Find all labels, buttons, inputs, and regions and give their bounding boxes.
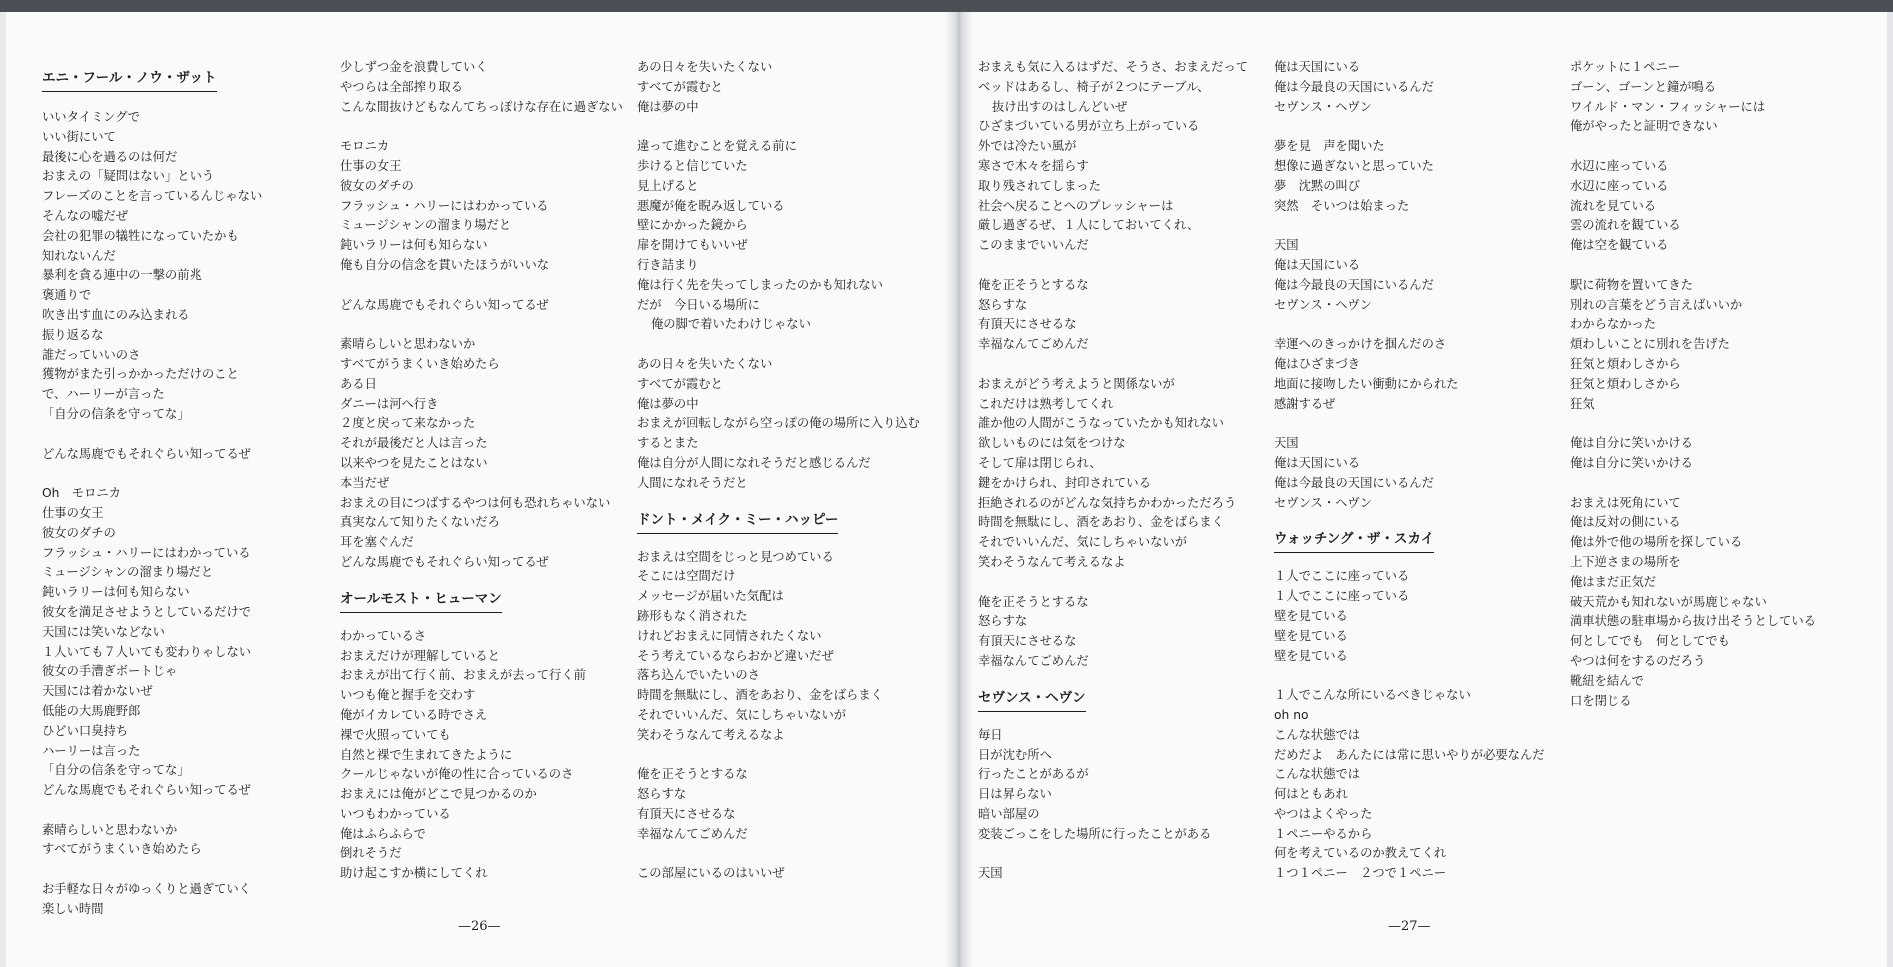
lyric-line: 日は昇らない: [978, 787, 1052, 802]
lyric-line: 俺は天国にいる: [1274, 60, 1361, 74]
lyric-line: Oh モロニカ: [42, 486, 121, 501]
stanza-break: [42, 425, 352, 445]
song-title-block: [1274, 527, 1584, 555]
lyric-line: そこには空間だけ: [637, 569, 736, 584]
page-number-left: —26—: [458, 919, 501, 934]
lyric-line: 狂気と煩わしさから: [1570, 356, 1681, 371]
lyric-line: 夢 沈黙の叫び: [1274, 178, 1361, 193]
lyric-line: 毎日: [978, 727, 1003, 742]
lyric-line: 鈍いラリーは何も知らない: [340, 238, 488, 253]
lyric-line: やつは何をするのだろう: [1570, 653, 1706, 668]
stanza-break: [978, 256, 1288, 276]
lyric-line: そして扉は閉じられ、: [978, 455, 1102, 470]
lyric-line: 素晴らしいと思わないか: [340, 337, 476, 352]
stanza-break: [1274, 117, 1584, 137]
lyric-line: フラッシュ・ハリーにはわかっている: [340, 198, 549, 213]
lyric-line: 落ち込んでいたいのさ: [637, 668, 760, 683]
lyric-line: 跡形もなく消された: [637, 608, 748, 623]
lyric-line: 俺を正そうとするな: [637, 767, 748, 782]
stanza-break: [340, 315, 650, 335]
song-title-block: [42, 66, 352, 94]
lyric-line: 怒らすな: [978, 614, 1028, 629]
lyric-line: メッセージが届いた気配は: [637, 589, 784, 604]
lyric-line: 本当だぜ: [340, 475, 390, 490]
lyric-line: どんな馬鹿でもそれぐらい知ってるぜ: [42, 783, 251, 798]
lyric-line: そう考えているならおかど違いだぜ: [637, 648, 834, 663]
stanza-break: [978, 844, 1288, 864]
lyric-line: それでいいんだ、気にしちゃいないが: [637, 707, 847, 722]
lyric-line: いいタイミングで: [42, 110, 140, 124]
lyric-line: どんな馬鹿でもそれぐらい知ってるぜ: [340, 297, 549, 312]
lyric-line: 有頂天にさせるな: [637, 806, 736, 821]
lyric-line: 地面に接吻したい衝動にかられた: [1274, 376, 1459, 391]
lyric-line: 幸福なんてごめんだ: [978, 337, 1089, 352]
stanza-break: [42, 464, 352, 484]
lyric-line: 彼女を満足させようとしているだけで: [42, 604, 252, 619]
lyric-line: 壁にかかった鏡から: [637, 218, 748, 233]
lyric-line: ダニーは河へ行き: [340, 396, 439, 411]
lyric-line: 駅に荷物を置いてきた: [1570, 277, 1693, 292]
lyric-line: 怒らすな: [637, 787, 687, 802]
lyric-line: 素晴らしいと思わないか: [42, 822, 178, 837]
lyric-line: で、ハーリーが言った: [42, 387, 165, 402]
stanza-break: [637, 117, 947, 137]
lyric-line: あの日々を失いたくない: [637, 356, 773, 371]
stanza-break: [1570, 256, 1880, 276]
lyric-line: 時間を無駄にし、酒をあおり、金をばらまく: [637, 688, 883, 703]
lyric-line: 水辺に座っている: [1570, 178, 1669, 193]
lyric-line: 夢を見 声を聞いた: [1274, 139, 1385, 154]
lyric-line: ハーリーは言った: [42, 743, 141, 758]
lyric-line: 俺は自分が人間になれそうだと感じるんだ: [637, 455, 871, 470]
lyric-line: フレーズのことを言っているんじゃない: [42, 189, 263, 204]
lyric-line: 天国: [978, 866, 1003, 881]
lyric-line: 笑わそうなんて考えるなよ: [637, 727, 785, 742]
lyric-line: おまえは空間をじっと見つめている: [637, 549, 834, 564]
lyric-line: １人でここに座っている: [1274, 589, 1410, 604]
song-title-block: [978, 686, 1288, 714]
lyric-line: 流れを見ている: [1570, 198, 1657, 213]
lyric-line: 俺は今最良の天国にいるんだ: [1274, 79, 1434, 94]
lyric-line: ベッドはあるし、椅子が２つにテーブル、: [978, 79, 1210, 94]
lyric-line: いい街にいて: [42, 129, 116, 144]
stanza-break: [1570, 414, 1880, 434]
lyric-line: oh no: [1274, 707, 1309, 722]
lyrics-column-1: [42, 58, 352, 920]
lyric-line: 狂気: [1570, 396, 1595, 411]
lyric-line: おまえには俺がどこで見つかるのか: [340, 787, 537, 802]
lyric-line: おまえだけが理解していると: [340, 648, 500, 663]
lyric-line: 社会へ戻ることへのプレッシャーは: [978, 198, 1174, 213]
lyric-line: おまえの目につばするやつは何も恐れちゃいない: [340, 495, 611, 510]
lyric-line: ワイルド・マン・フィッシャーには: [1570, 99, 1766, 114]
lyric-line: 天国には着かないぜ: [42, 684, 153, 699]
lyric-line: 自然と裸で生まれてきたように: [340, 747, 513, 762]
lyric-line: すべてがうまくいき始めたら: [42, 842, 202, 857]
lyrics-column-3: [637, 58, 947, 884]
lyric-line: 壁を見ている: [1274, 648, 1348, 663]
lyric-line: 鈍いラリーは何も知らない: [42, 585, 190, 600]
lyric-line: 吹き出す血にのみ込まれる: [42, 307, 190, 322]
lyric-line: 満車状態の駐車場から抜け出そうとしている: [1570, 614, 1816, 629]
stanza-break: [42, 860, 352, 880]
lyric-line: この部屋にいるのはいいぜ: [637, 866, 785, 881]
lyric-line: ミュージシャンの溜まり場だと: [340, 218, 512, 233]
lyric-line: １人でこんな所にいるべきじゃない: [1274, 688, 1471, 703]
lyric-line: 雲の流れを観ている: [1570, 218, 1681, 233]
lyric-line: 楽しい時間: [42, 901, 104, 916]
lyric-line: １人いても７人いても変わりゃしない: [42, 644, 252, 659]
lyric-line: 会社の犯罪の犠牲になっていたかも: [42, 228, 239, 243]
lyric-line: 行ったことがあるが: [978, 767, 1089, 782]
lyric-line: 知れないんだ: [42, 248, 116, 263]
lyric-line: 助け起こすか横にしてくれ: [340, 866, 488, 881]
lyric-line: セヴンス・ヘヴン: [1274, 297, 1373, 312]
lyric-line: それでいいんだ、気にしちゃいないが: [978, 535, 1188, 550]
lyric-line: 幸福なんてごめんだ: [637, 826, 748, 841]
book-gutter: [945, 12, 973, 967]
lyric-line: フラッシュ・ハリーにはわかっている: [42, 545, 251, 560]
lyric-line: 違って進むことを覚える前に: [637, 139, 797, 154]
lyric-line: 俺は今最良の天国にいるんだ: [1274, 475, 1434, 490]
lyric-line: １ペニーやるから: [1274, 826, 1373, 841]
lyric-line: セヴンス・ヘヴン: [1274, 99, 1373, 114]
lyric-line: 最後に心を過るのは何だ: [42, 149, 178, 164]
lyric-line: 天国: [1274, 238, 1299, 253]
lyric-line: 煩わしいことに別れを告げた: [1570, 337, 1730, 352]
lyric-line: 時間を無駄にし、酒をあおり、金をばらまく: [978, 515, 1224, 530]
lyric-line: 壁を見ている: [1274, 608, 1348, 623]
lyric-line: 彼女のダチの: [340, 178, 414, 193]
stanza-break: [1274, 666, 1584, 686]
lyric-line: これだけは熟考してくれ: [978, 396, 1114, 411]
lyric-line: どんな馬鹿でもそれぐらい知ってるぜ: [42, 446, 251, 461]
lyric-line: 倒れそうだ: [340, 846, 402, 861]
page-number-right: —27—: [1388, 919, 1431, 934]
lyric-line: いつも俺と握手を交わす: [340, 688, 476, 703]
lyric-line: 「自分の信条を守ってな」: [42, 406, 190, 421]
lyric-line: 俺がイカレている時でさえ: [340, 707, 488, 722]
lyric-line: 厳し過ぎるぜ、１人にしておいてくれ、: [978, 218, 1200, 233]
lyric-line: 上下逆さまの場所を: [1570, 554, 1681, 569]
stanza-break: [978, 573, 1288, 593]
lyric-line: こんな状態では: [1274, 727, 1361, 742]
lyric-line: 俺は行く先を失ってしまったのかも知れない: [637, 277, 883, 292]
lyric-line: おまえが回転しながら空っぽの俺の場所に入り込む: [637, 416, 920, 431]
song-title: セヴンス・ヘヴン: [978, 686, 1086, 712]
lyric-line: 突然 そいつは始まった: [1274, 198, 1410, 213]
lyric-line: 人間になれそうだと: [637, 475, 748, 490]
lyric-line: すべてが霞むと: [637, 376, 723, 391]
lyrics-column-6: [1570, 58, 1880, 711]
lyric-line: 俺は夢の中: [637, 99, 699, 114]
lyric-line: 俺は自分に笑いかける: [1570, 436, 1693, 451]
lyric-line: 歩けると信じていた: [637, 158, 748, 173]
lyric-line: １人でここに座っている: [1274, 569, 1410, 584]
lyric-line: わからなかった: [1570, 317, 1657, 332]
lyric-line: お手軽な日々がゆっくりと過ぎていく: [42, 882, 251, 897]
lyric-line: 少しずつ金を浪費していく: [340, 60, 488, 74]
lyric-line: すべてが霞むと: [637, 79, 723, 94]
lyric-line: 拒絶されるのがどんな気持ちかわかっただろう: [978, 495, 1237, 510]
stanza-break: [1570, 474, 1880, 494]
stanza-break: [42, 801, 352, 821]
lyric-line: いつもわかっている: [340, 806, 451, 821]
lyric-line: 俺は夢の中: [637, 396, 699, 411]
lyric-line: １つ１ペニー ２つで１ペニー: [1274, 866, 1447, 881]
lyric-line: ２度と戻って来なかった: [340, 416, 476, 431]
lyric-line: 俺を正そうとするな: [978, 277, 1089, 292]
lyric-line: 振り返るな: [42, 327, 104, 342]
lyric-line: 幸福なんてごめんだ: [978, 653, 1089, 668]
lyric-line: 耳を塞ぐんだ: [340, 535, 414, 550]
lyric-line: 真実なんて知りたくないだろ: [340, 515, 500, 530]
lyric-line: だめだよ あんたには常に思いやりが必要なんだ: [1274, 747, 1545, 762]
lyric-line: 別れの言葉をどう言えばいいか: [1570, 297, 1743, 312]
lyric-line: 変装ごっこをした場所に行ったことがある: [978, 826, 1212, 841]
lyric-line: おまえは死角にいて: [1570, 495, 1681, 510]
lyric-line: 俺はひざまづき: [1274, 356, 1361, 371]
lyric-line: けれどおまえに同情されたくない: [637, 628, 822, 643]
lyric-line: 俺も自分の信念を貫いたほうがいいな: [340, 257, 550, 272]
scan-edge-left: [0, 12, 6, 967]
lyric-line: 俺は自分に笑いかける: [1570, 455, 1693, 470]
lyric-line: 外では冷たい風が: [978, 139, 1077, 154]
lyric-line: 彼女のダチの: [42, 525, 116, 540]
lyric-line: やつらは全部搾り取る: [340, 79, 463, 94]
lyric-line: 仕事の女王: [42, 505, 104, 520]
lyric-line: やつはよくやった: [1274, 806, 1373, 821]
lyric-line-indented: 抜け出すのはしんどいぜ: [992, 99, 1128, 114]
lyric-line: 彼女の手漕ぎボートじゃ: [42, 664, 178, 679]
lyric-line: 俺は天国にいる: [1274, 257, 1361, 272]
lyric-line: ポケットに１ペニー: [1570, 60, 1681, 74]
lyric-line: 俺は反対の側にいる: [1570, 515, 1681, 530]
lyric-line: こんな状態では: [1274, 767, 1361, 782]
lyric-line-indented: 俺の脚で着いたわけじゃない: [651, 317, 811, 332]
lyric-line: 幸運へのきっかけを掴んだのさ: [1274, 337, 1447, 352]
lyric-line: 俺はふらふらで: [340, 826, 426, 841]
lyrics-column-4: [978, 58, 1288, 884]
lyric-line: ミュージシャンの溜まり場だと: [42, 565, 214, 580]
lyric-line: どんな馬鹿でもそれぐらい知ってるぜ: [340, 554, 549, 569]
lyric-line: 俺がやったと証明できない: [1570, 119, 1718, 134]
stanza-break: [1274, 414, 1584, 434]
lyric-line: 天国には笑いなどない: [42, 624, 165, 639]
lyric-line: 暴利を貪る連中の一撃の前兆: [42, 268, 202, 283]
song-title: オールモスト・ヒューマン: [340, 587, 502, 613]
lyric-line: わかっているさ: [340, 628, 427, 643]
lyric-line: 日が沈む所へ: [978, 747, 1052, 762]
stanza-break: [1274, 216, 1584, 236]
lyric-line: 行き詰まり: [637, 257, 699, 272]
lyric-line: 狂気と煩わしさから: [1570, 376, 1681, 391]
lyric-line: 有頂天にさせるな: [978, 317, 1077, 332]
lyric-line: 有頂天にさせるな: [978, 634, 1077, 649]
lyrics-column-2: [340, 58, 650, 884]
lyric-line: 天国: [1274, 436, 1299, 451]
lyric-line: 笑わそうなんて考えるなよ: [978, 554, 1126, 569]
lyric-line: おまえがどう考えようと関係ないが: [978, 376, 1175, 391]
stanza-break: [340, 117, 650, 137]
lyric-line: 怒らすな: [978, 297, 1028, 312]
lyric-line: モロニカ: [340, 139, 390, 154]
lyric-line: 扉を開けてもいいぜ: [637, 238, 748, 253]
lyric-line: 口を閉じる: [1570, 693, 1632, 708]
lyric-line: 暗い部屋の: [978, 806, 1040, 821]
lyric-line: そんなの嘘だぜ: [42, 208, 129, 223]
lyric-line: 俺は外で他の場所を探している: [1570, 535, 1743, 550]
lyric-line: 裸で火照っていても: [340, 727, 451, 742]
lyric-line: 褒通りで: [42, 288, 92, 303]
lyric-line: 水辺に座っている: [1570, 158, 1669, 173]
stanza-break: [637, 335, 947, 355]
lyric-line: 靴紐を結んで: [1570, 673, 1644, 688]
lyric-line: 俺を正そうとするな: [978, 594, 1089, 609]
song-title: ドント・メイク・ミー・ハッピー: [637, 508, 838, 534]
lyric-line: 壁を見ている: [1274, 628, 1348, 643]
lyric-line: このままでいいんだ: [978, 238, 1089, 253]
stanza-break: [637, 844, 947, 864]
lyric-line: 見上げると: [637, 178, 699, 193]
lyric-line: 感謝するぜ: [1274, 396, 1336, 411]
stanza-break: [637, 746, 947, 766]
lyric-line: 仕事の女王: [340, 158, 402, 173]
lyric-line: こんな間抜けどもなんてちっぽけな存在に過ぎない: [340, 99, 623, 114]
lyric-line: ひざまづいている男が立ち上がっている: [978, 119, 1200, 134]
song-title: エニ・フール・ノウ・ザット: [42, 66, 217, 92]
stanza-break: [1274, 315, 1584, 335]
lyric-line: クールじゃないが俺の性に合っているのさ: [340, 767, 574, 782]
lyric-line: 俺はまだ正気だ: [1570, 574, 1657, 589]
lyric-line: 鍵をかけられ、封印されている: [978, 475, 1151, 490]
lyric-line: 想像に過ぎないと思っていた: [1274, 158, 1434, 173]
lyric-line: 誰か他の人間がこうなっていたかも知れない: [978, 416, 1224, 431]
lyric-line: あの日々を失いたくない: [637, 60, 773, 74]
lyric-line: 何はともあれ: [1274, 787, 1348, 802]
lyric-line: 何としてでも 何としてでも: [1570, 634, 1730, 649]
stanza-break: [1570, 137, 1880, 157]
lyric-line: ひどい口臭持ち: [42, 723, 129, 738]
stanza-break: [978, 355, 1288, 375]
song-title-block: [637, 508, 947, 536]
stanza-break: [340, 276, 650, 296]
lyric-line: 破天荒かも知れないが馬鹿じゃない: [1570, 594, 1767, 609]
lyric-line: 獲物がまた引っかかっただけのこと: [42, 367, 239, 382]
lyric-line: 取り残されてしまった: [978, 178, 1101, 193]
lyric-line: おまえも気に入るはずだ、そうさ、おまえだって: [978, 60, 1249, 74]
lyric-line: 俺は空を観ている: [1570, 238, 1669, 253]
lyric-line: それが最後だと人は言った: [340, 436, 488, 451]
lyric-line: 何を考えているのか教えてくれ: [1274, 846, 1447, 861]
lyric-line: 欲しいものには気をつけな: [978, 436, 1126, 451]
lyric-line: 低能の大馬鹿野郎: [42, 703, 141, 718]
lyric-line: ある日: [340, 376, 377, 391]
lyric-line: 俺は今最良の天国にいるんだ: [1274, 277, 1434, 292]
lyric-line: 以来やつを見たことはない: [340, 455, 488, 470]
lyric-line: おまえの「疑問はない」という: [42, 169, 215, 184]
lyrics-column-5: [1274, 58, 1584, 884]
lyric-line: 寒さで木々を揺らす: [978, 158, 1089, 173]
scan-edge-right: [1887, 12, 1893, 967]
lyric-line: おまえが出て行く前、おまえが去って行く前: [340, 668, 586, 683]
song-title-block: [340, 587, 650, 615]
lyric-line: するとまた: [637, 436, 699, 451]
lyric-line: ゴーン、ゴーンと鐘が鳴る: [1570, 79, 1717, 94]
lyric-line: だが 今日いる場所に: [637, 297, 760, 312]
lyric-line: セヴンス・ヘヴン: [1274, 495, 1373, 510]
lyric-line: 誰だっていいのさ: [42, 347, 141, 362]
lyric-line: 「自分の信条を守ってな」: [42, 763, 190, 778]
lyric-line: 悪魔が俺を睨み返している: [637, 198, 785, 213]
lyric-line: 俺は天国にいる: [1274, 455, 1361, 470]
song-title: ウォッチング・ザ・スカイ: [1274, 527, 1434, 553]
lyric-line: すべてがうまくいき始めたら: [340, 356, 500, 371]
